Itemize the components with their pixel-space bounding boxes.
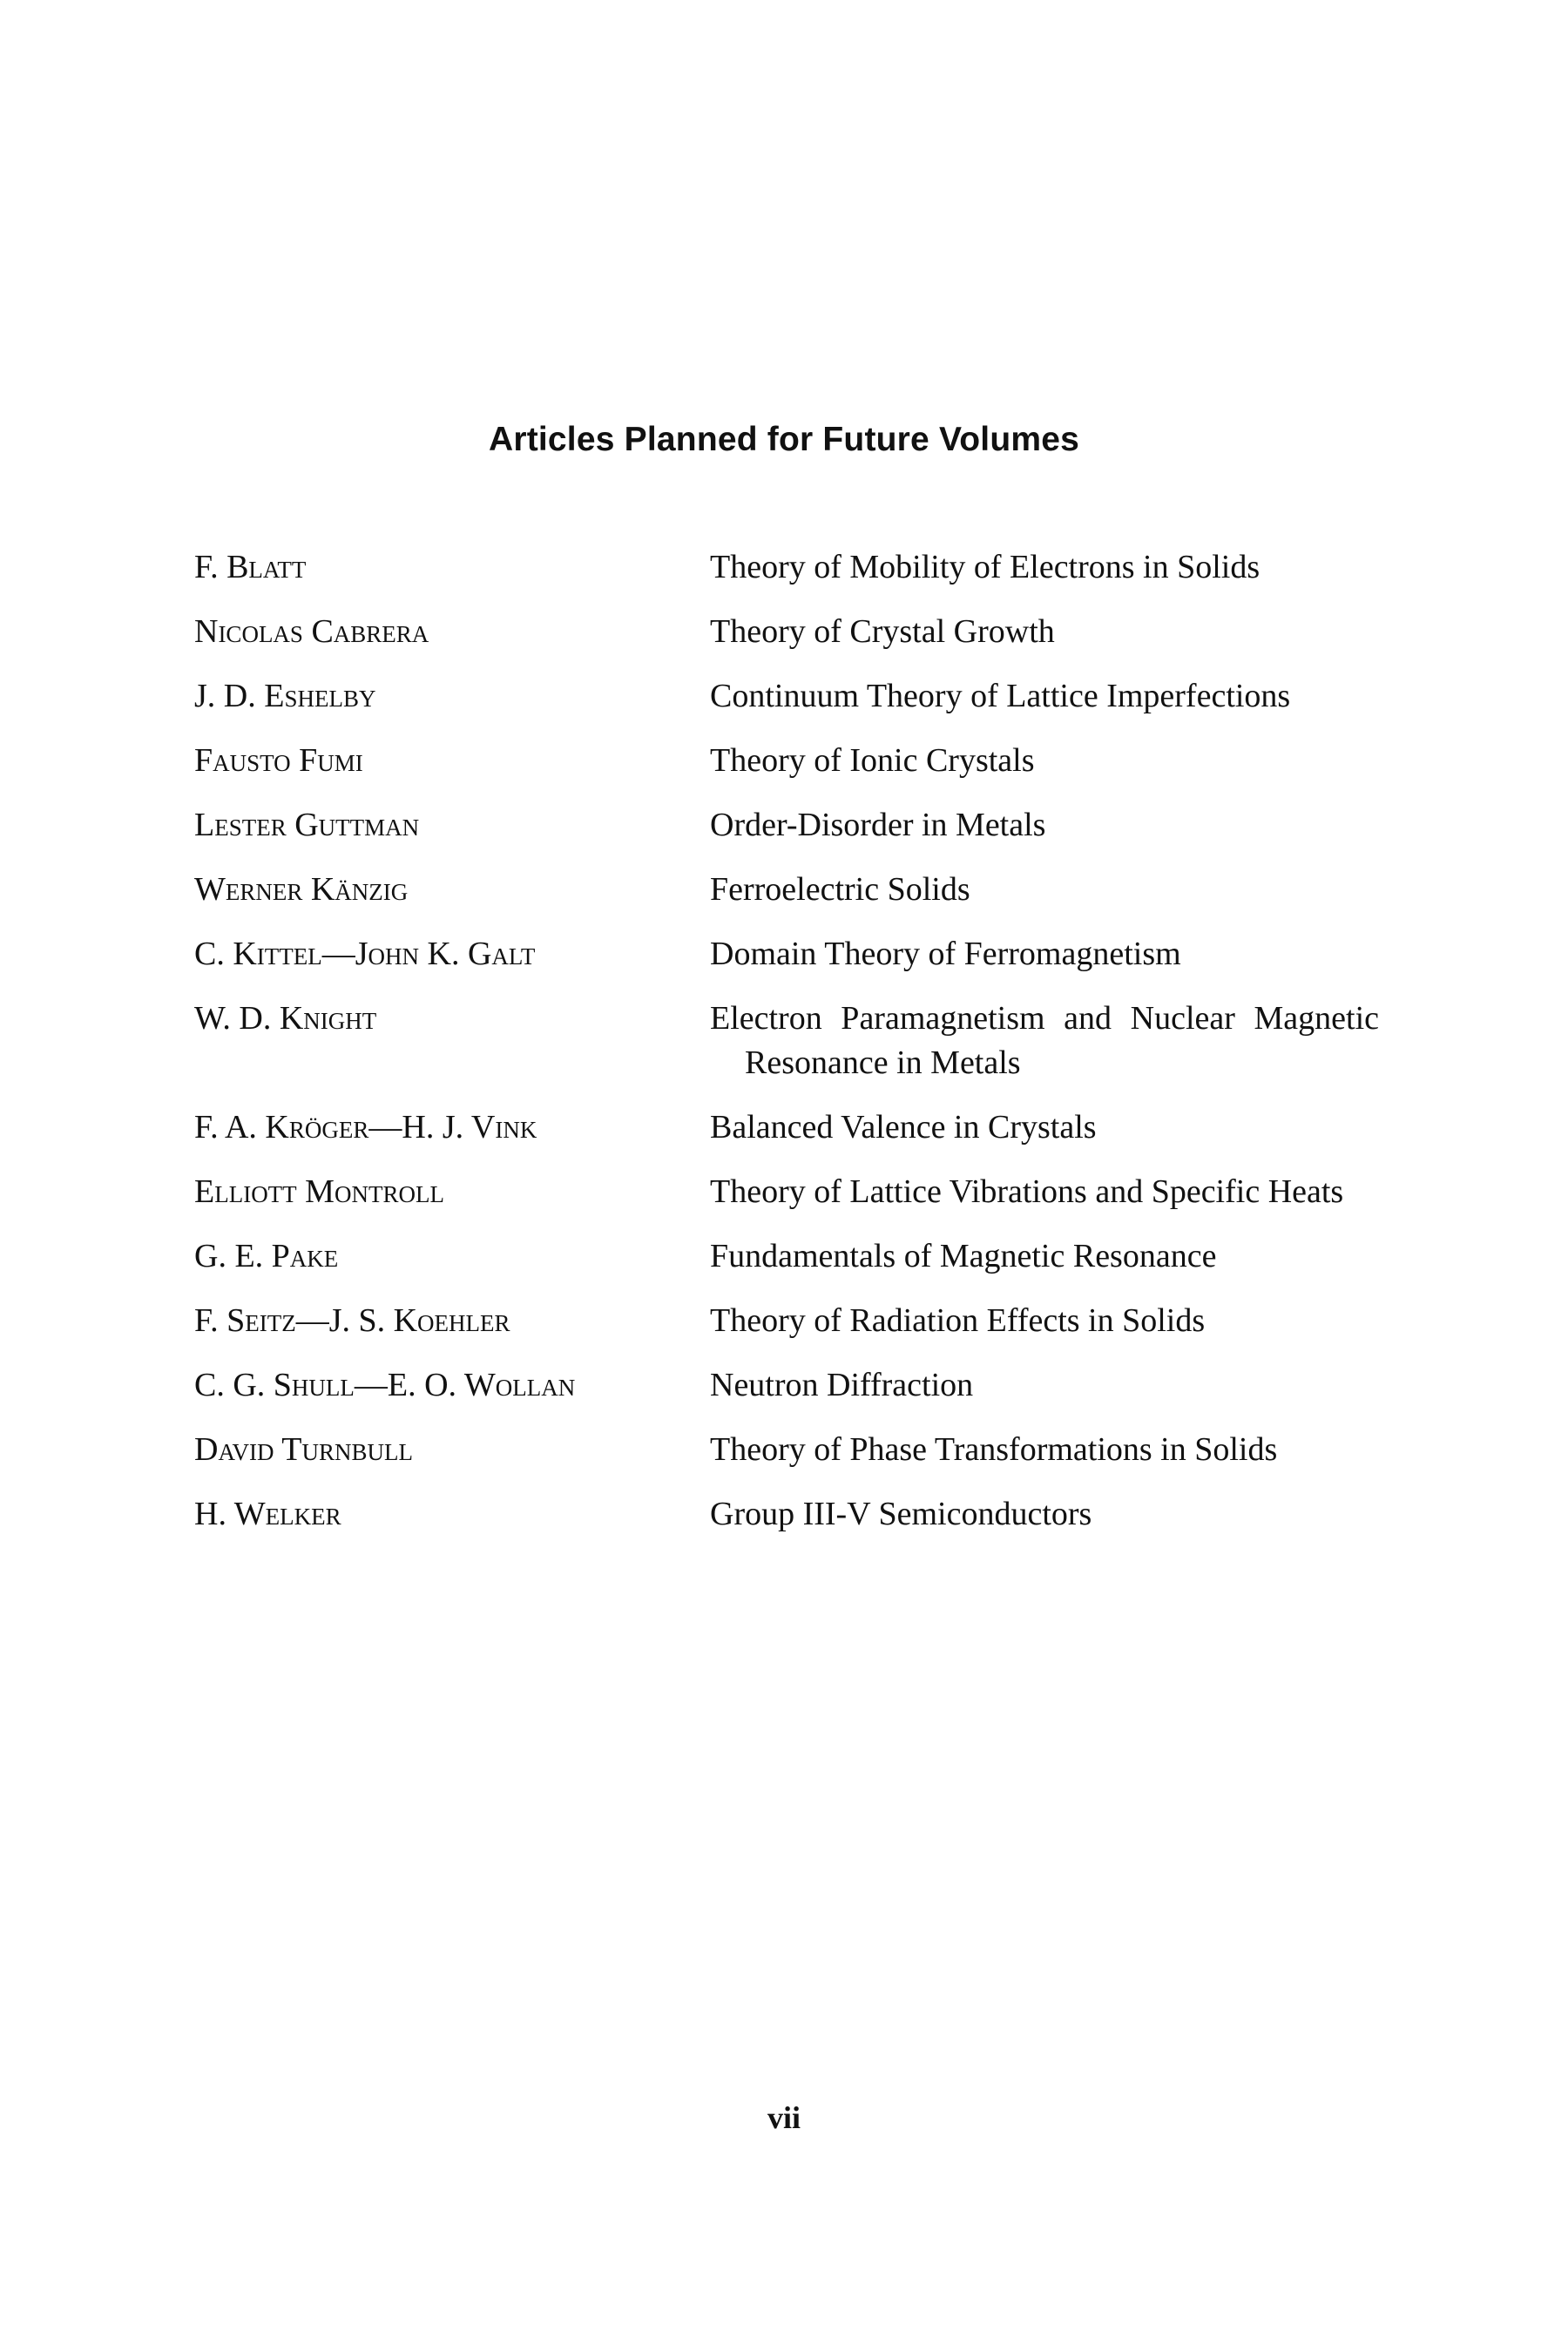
article-author: J. D. Eshelby: [194, 678, 376, 714]
article-entry: [194, 610, 1379, 654]
page-number: vii: [767, 2100, 801, 2135]
article-topic: Theory of Phase Transformations in Solids: [710, 1431, 1278, 1468]
article-author: H. Welker: [194, 1496, 341, 1532]
article-topic: Domain Theory of Ferromagnetism: [710, 936, 1181, 972]
article-author: F. A. Kröger—H. J. Vink: [194, 1109, 537, 1146]
article-entry: [194, 1170, 1379, 1214]
article-author: C. Kittel—John K. Galt: [194, 936, 536, 972]
article-entry: [194, 932, 1379, 977]
article-entry: [194, 1428, 1379, 1472]
article-topic: Balanced Valence in Crystals: [710, 1109, 1097, 1146]
article-entry: [194, 868, 1379, 912]
article-topic: Fundamentals of Magnetic Resonance: [710, 1238, 1217, 1274]
article-entry: [194, 1492, 1379, 1537]
article-topic: Ferroelectric Solids: [710, 871, 970, 908]
article-topic: Theory of Mobility of Electrons in Solids: [710, 549, 1260, 585]
article-entry: [194, 674, 1379, 719]
article-author: F. Seitz—J. S. Koehler: [194, 1302, 510, 1339]
article-entry: [194, 1363, 1379, 1408]
article-entry: [194, 545, 1379, 590]
article-author: David Turnbull: [194, 1431, 413, 1468]
article-author: Werner Känzig: [194, 871, 409, 908]
article-author: Elliott Montroll: [194, 1173, 444, 1210]
page-title: Articles Planned for Future Volumes: [488, 421, 1080, 458]
article-topic: Neutron Diffraction: [710, 1367, 974, 1403]
article-topic: Order-Disorder in Metals: [710, 807, 1046, 843]
article-topic: Theory of Ionic Crystals: [710, 742, 1035, 779]
article-topic: Theory of Radiation Effects in Solids: [710, 1302, 1206, 1339]
article-topic: Electron Paramagnetism and Nuclear Magnetic Resonance in Metals: [710, 1000, 1379, 1081]
article-author: G. E. Pake: [194, 1238, 339, 1274]
article-author: C. G. Shull—E. O. Wollan: [194, 1367, 576, 1403]
article-entry: [194, 997, 1379, 1085]
article-author: Fausto Fumi: [194, 742, 363, 779]
article-topic: Theory of Crystal Growth: [710, 613, 1055, 650]
article-entry: [194, 803, 1379, 848]
article-author: Lester Guttman: [194, 807, 420, 843]
article-author: F. Blatt: [194, 549, 307, 585]
article-entry: [194, 1299, 1379, 1343]
article-topic: Continuum Theory of Lattice Imperfections: [710, 678, 1291, 714]
article-entry: [194, 739, 1379, 783]
article-list: [194, 545, 1379, 1557]
article-topic: Group III-V Semiconductors: [710, 1496, 1092, 1532]
article-author: Nicolas Cabrera: [194, 613, 429, 650]
article-entry: [194, 1234, 1379, 1279]
article-entry: [194, 1105, 1379, 1150]
article-topic: Theory of Lattice Vibrations and Specific Heats: [710, 1173, 1344, 1210]
article-author: W. D. Knight: [194, 1000, 377, 1037]
